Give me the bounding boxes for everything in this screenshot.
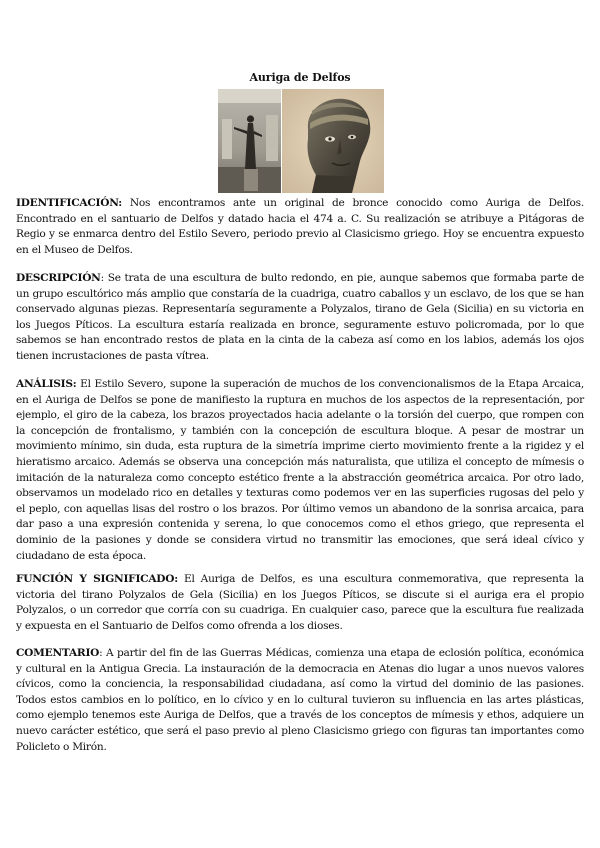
- figure-pair: [218, 89, 384, 193]
- identificacion-text: Nos encontramos ante un original de bronce conocido como Auriga de Delfos. Encontrado en el santuario de Delfos y datado hacia el 474 a. C. Su realización se atribuye a Pitágoras de Regio y se enmarca dentro del Estilo Severo, periodo previo al Clasicismo griego. Hoy se encuentra expuesto en el Museo de Delfos.: [16, 197, 584, 256]
- comentario-heading: COMENTARIO: [16, 647, 100, 659]
- document-title: Auriga de Delfos: [249, 71, 351, 84]
- identificacion-heading: IDENTIFICACIÓN:: [16, 197, 122, 209]
- comentario-paragraph: [16, 646, 584, 755]
- museum-photo-drawing: [218, 89, 281, 193]
- funcion-text: El Auriga de Delfos, es una escultura conmemorativa, que representa la victoria del tirano Polyzalos de Gela (Sicilia) en los Juegos Píticos, se discute si el auriga era el propio Polyzalos, o un corredor que corría con su cuadriga. En cualquier caso, parece que la escultura fue realizada y expuesta en el Santuario de Delfos como ofrenda a los dioses.: [16, 573, 584, 632]
- identificacion-paragraph: [16, 196, 584, 258]
- funcion-paragraph: [16, 572, 584, 634]
- charioteer-museum-photo: [218, 89, 281, 193]
- descripcion-heading: DESCRIPCIÓN: [16, 272, 101, 284]
- analisis-text: El Estilo Severo, supone la superación de muchos de los convencionalismos de la Etapa Arcaica, en el Auriga de Delfos se pone de manifiesto la ruptura en muchos de los aspectos de la representación, por ejemplo, el giro de la cabeza, los brazos proyectados hacia adelante o la torsión del cuerpo, que rompen con la concepción de frontalismo, y también con la concepción de escultura bloque. A pesar de mostrar un movimiento mínimo, sin duda, esta ruptura de la simetría imprime cierto movimiento frente a la rigidez y el hieratismo arcaico. Además se observa una concepción más naturalista, que utiliza el concepto de mímesis o imitación de la naturaleza como concepto estético frente a la abstracción geométrica arcaica. Por otro lado, observamos un modelado rico en detalles y texturas como podemos ver en las superficies rugosas del pelo y el peplo, con aquellas lisas del rostro o los brazos. Por último vemos un abandono de la sonrisa arcaica, para dar paso a una expresión contenida y serena, lo que conocemos como el ethos griego, que representa el dominio de la pasiones y donde se considera virtud no transmitir las emociones, que será ideal cívico y ciudadano de esta época.: [16, 378, 584, 562]
- analisis-heading: ANÁLISIS:: [16, 378, 77, 390]
- descripcion-text: : Se trata de una escultura de bulto redondo, en pie, aunque sabemos que formaba parte de un grupo escultórico más amplio que constaría de la cuadriga, cuatro caballos y un esclavo, de los que se han conservado algunas piezas. Representaría seguramente a Polyzalos, tirano de Gela (Sicilia) en su victoria en los Juegos Píticos. La escultura estaría realizada en bronce, seguramente estuvo policromada, por lo que sabemos se han encontrado restos de plata en la cinta de la cabeza así como en los labios, además los ojos tienen incrustaciones de pasta vítrea.: [16, 272, 584, 362]
- head-photo-drawing: [282, 89, 384, 193]
- comentario-text: : A partir del fin de las Guerras Médicas, comienza una etapa de eclosión política, económica y cultural en la Antigua Grecia. La instauración de la democracia en Atenas dio lugar a unos nuevos valores cívicos, como la conciencia, la responsabilidad ciudadana, así como la virtud del dominio de las pasiones. Todos estos cambios en lo político, en lo cívico y en lo cultural tuvieron su influencia en las artes plásticas, como ejemplo tenemos este Auriga de Delfos, que a través de los conceptos de mímesis y ethos, adquiere un nuevo carácter estético, que será el paso previo al pleno Clasicismo griego con figuras tan importantes como Policleto o Mirón.: [16, 647, 584, 753]
- descripcion-paragraph: [16, 271, 584, 365]
- analisis-paragraph: [16, 377, 584, 564]
- funcion-heading: FUNCIÓN Y SIGNIFICADO:: [16, 573, 178, 585]
- charioteer-head-photo: [282, 89, 384, 193]
